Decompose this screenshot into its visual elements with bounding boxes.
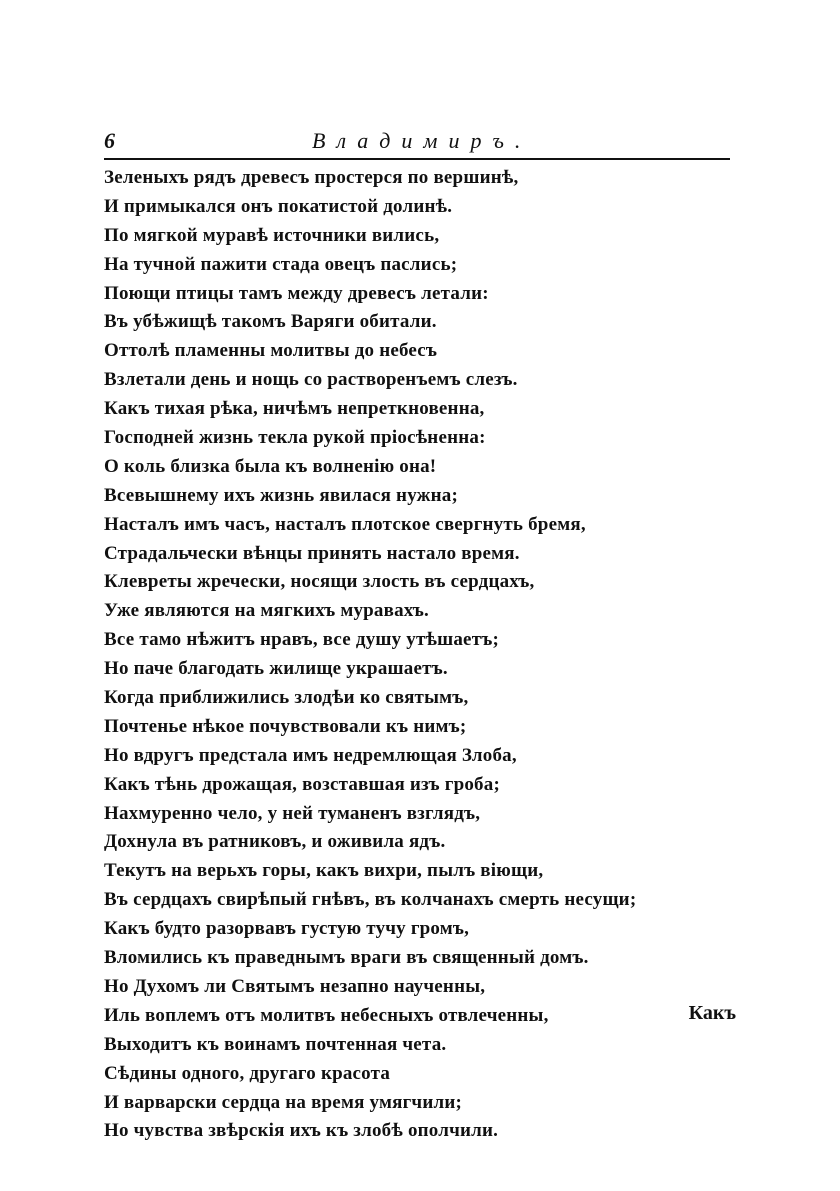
poem-line: Все тамо нѣжитъ нравъ, все душу утѣшаетъ; (104, 629, 500, 651)
page-number: 6 (104, 128, 115, 153)
catchword: Какъ (688, 1002, 736, 1024)
poem-line: Насталъ имъ часъ, насталъ плотское свергнуть бремя, (104, 513, 586, 535)
poem-line: Въ сердцахъ свирѣпый гнѣвъ, въ колчанахъ смерть несущи; (104, 889, 637, 911)
poem-line: Почтенье нѣкое почувствовали къ нимъ; (104, 715, 467, 737)
poem-line: Но чувства звѣрскія ихъ къ злобѣ ополчили. (104, 1120, 499, 1142)
poem-text (104, 164, 744, 1146)
poem-line: Въ убѣжищѣ такомъ Варяги обитали. (104, 311, 437, 333)
poem-line: Текутъ на верьхъ горы, какъ вихри, пылъ віющи, (104, 860, 544, 882)
poem-line: Какъ тихая рѣка, ничѣмъ непреткновенна, (104, 398, 485, 420)
poem-line: Всевышнему ихъ жизнь явилася нужна; (104, 484, 458, 506)
poem-line: Выходитъ къ воинамъ почтенная чета. (104, 1033, 447, 1055)
poem-line: Сѣдины одного, другаго красота (104, 1062, 391, 1084)
poem-line: По мягкой муравѣ источники вились, (104, 224, 440, 246)
poem-line: О коль близка была къ волненію она! (104, 455, 437, 477)
poem-line: Какъ будто разорвавъ густую тучу громъ, (104, 918, 470, 940)
poem-line: Какъ тѣнь дрожащая, возставшая изъ гроба; (104, 773, 500, 795)
poem-line: Зеленыхъ рядъ древесъ простерся по вершинѣ, (104, 167, 519, 188)
poem-line: Страдальчески вѣнцы принять настало время. (104, 542, 520, 564)
poem-line: Вломились къ праведнымъ враги въ священный домъ. (104, 947, 589, 969)
poem-line: Дохнула въ ратниковъ, и оживила ядъ. (104, 831, 446, 853)
poem-line: Господней жизнь текла рукой пріосѣненна: (104, 427, 486, 449)
poem-line: Но Духомъ ли Святымъ незапно наученны, (104, 975, 486, 997)
poem-line: Нахмуренно чело, у ней туманенъ взглядъ, (104, 802, 481, 824)
page-header (104, 128, 730, 160)
poem-line: Взлетали день и нощь со растворенъемъ слезъ. (104, 369, 518, 391)
poem-line: И примыкался онъ покатистой долинѣ. (104, 195, 453, 217)
header-rule (104, 158, 730, 160)
poem-line: Иль воплемъ отъ молитвъ небесныхъ отвлеченны, (104, 1004, 549, 1026)
poem-line: На тучной пажити стада овецъ паслись; (104, 253, 458, 275)
poem-line: Оттолѣ пламенны молитвы до небесъ (104, 340, 438, 362)
poem-line: И варварски сердца на время умягчили; (104, 1091, 463, 1113)
poem-line: Поющи птицы тамъ между древесъ летали: (104, 282, 489, 304)
poem-line: Клевреты жречески, носящи злость въ сердцахъ, (104, 571, 535, 593)
poem-line: Но паче благодать жилище украшаетъ. (104, 658, 448, 680)
poem-line: Уже являются на мягкихъ муравахъ. (104, 600, 429, 622)
poem-line: Но вдругъ предстала имъ недремлющая Злоба, (104, 744, 517, 766)
running-title: Владимиръ. (312, 128, 532, 153)
poem-line: Когда приближились злодѣи ко святымъ, (104, 687, 469, 709)
